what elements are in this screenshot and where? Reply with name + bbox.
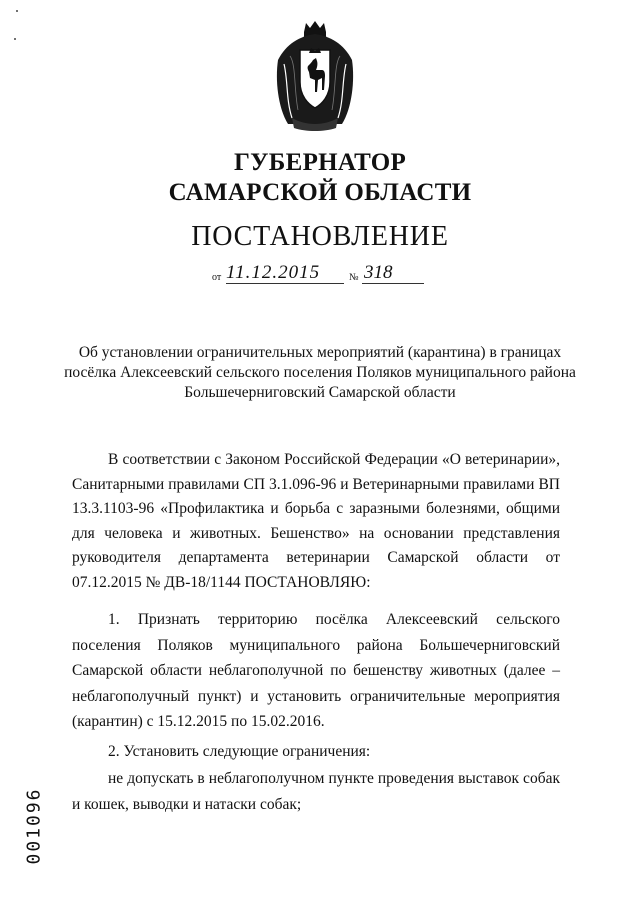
coat-of-arms-icon bbox=[272, 20, 358, 132]
number-underline bbox=[362, 283, 424, 284]
date-number-line bbox=[212, 262, 442, 290]
document-type: ПОСТАНОВЛЕНИЕ bbox=[191, 221, 449, 252]
restriction-item: не допускать в неблагополучном пункте проведения выставок собак и кошек, выводки и натаски собак; bbox=[72, 770, 560, 813]
scan-speck bbox=[16, 10, 18, 12]
date-prefix: от bbox=[212, 272, 222, 283]
number-sign: № bbox=[349, 272, 359, 283]
clause-1-paragraph: 1. Признать территорию посёлка Алексеевский сельского поселения Поляков муниципального района Большечерниговский Самарской области неблагополучной по бешенству животных (далее – неблагополучный пункт) и установить ограничительные мероприятия (карантин) с 15.12.2015 по 15.02.2016. bbox=[72, 611, 560, 730]
handwritten-number: 318 bbox=[364, 262, 393, 283]
issuer-region: САМАРСКОЙ ОБЛАСТИ bbox=[168, 179, 472, 206]
preamble-paragraph: В соответствии с Законом Российской Федерации «О ветеринарии», Санитарными правилами СП 3.1.096-96 и Ветеринарными правилами ВП 13.3.1103-96 «Профилактика и борьба с заразными болезнями, общими для человека и животных. Бешенство» на основании представления руководителя департамента ветеринарии Самарской области от 07.12.2015 № ДВ-18/1144 ПОСТАНОВЛЯЮ: bbox=[72, 451, 560, 591]
stamp-number: 001096 bbox=[23, 787, 45, 865]
handwritten-date: 11.12.2015 bbox=[226, 262, 321, 283]
document-subject: Об установлении ограничительных мероприятий (карантина) в границах посёлка Алексеевский сельского поселения Поляков муниципального района Большечерниговский Самарской области bbox=[64, 344, 576, 401]
issuer-title: ГУБЕРНАТОР bbox=[233, 149, 407, 176]
clause-2-paragraph: 2. Установить следующие ограничения: bbox=[108, 743, 371, 760]
scan-speck bbox=[14, 38, 16, 40]
date-underline bbox=[226, 283, 344, 284]
registration-stamp bbox=[16, 787, 52, 865]
